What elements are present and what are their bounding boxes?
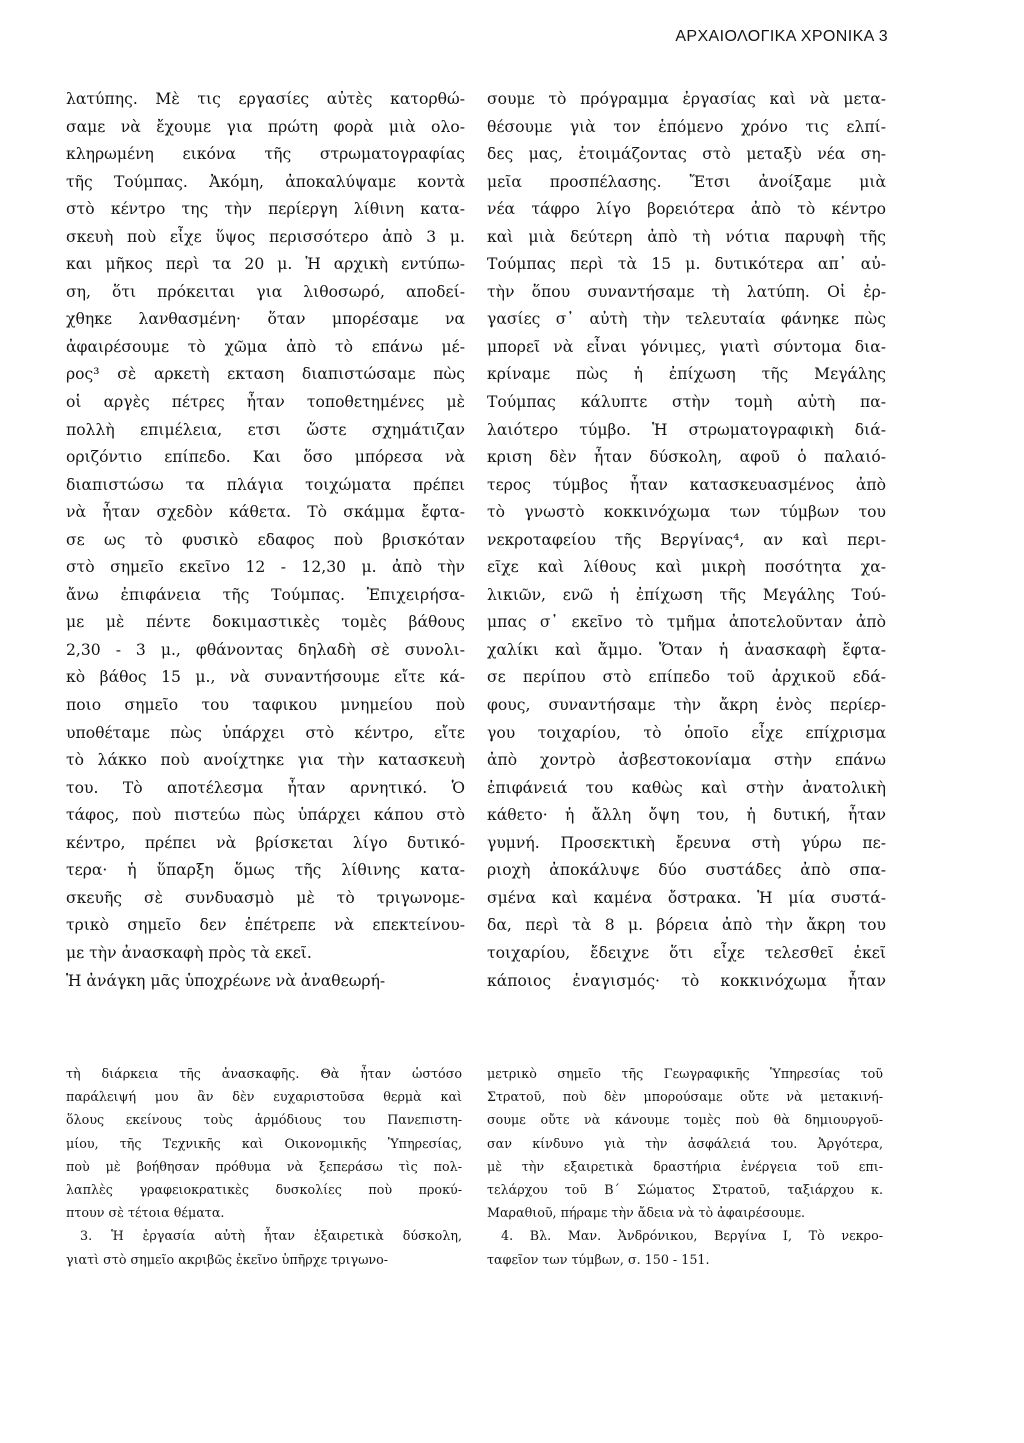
text-line: τὴν ὅπου συναντήσαμε τὴ λατύπη. Οἱ ἐρ-	[487, 282, 886, 301]
text-line: κάθετο· ἡ ἄλλη ὄψη του, ἡ δυτική, ἦταν	[487, 806, 886, 825]
text-line: εῖχε καὶ λίθους καὶ μικρὴ ποσότητα χα-	[487, 558, 886, 577]
text-line: παράλειψή μου ἂν δὲν ευχαριστοῦσα θερμὰ καὶ	[66, 1089, 462, 1105]
text-line: δες μας, ἑτοιμάζοντας στὸ μεταξὺ νέα ση-	[487, 145, 886, 164]
text-line: λαιότερο τύμβο. Ἡ στρωματογραφικὴ διά-	[487, 420, 886, 439]
text-line: ὅλους εκείνους τοὺς ἁρμόδιους του Πανεπιστη-	[66, 1112, 462, 1128]
text-line: χθηκε λανθασμένη· ὅταν μπορέσαμε να	[66, 310, 465, 329]
text-line: τελάρχου τοῦ Β´ Σώματος Στρατοῦ, ταξιάρχου κ.	[487, 1181, 883, 1197]
text-line: στὸ κέντρο της τὴν περίεργη λίθινη κατα-	[66, 200, 465, 219]
text-line: καὶ μιὰ δεύτερη ἀπὸ τὴ νότια παρυφὴ τῆς	[487, 227, 886, 246]
text-line: δα, περὶ τὰ 8 μ. βόρεια ἀπὸ τὴν ἄκρη του	[487, 916, 886, 935]
text-line: 2,30 - 3 μ., φθάνοντας δηλαδὴ σὲ συνολι-	[66, 640, 465, 659]
text-line: γιατὶ στὸ σημεῖο ακριβῶς ἐκεῖνο ὑπῆρχε τριγωνο-	[66, 1251, 389, 1267]
text-line: λατύπης. Μὲ τις εργασίες αὐτὲς κατορθώ-	[66, 90, 465, 108]
text-line: σαμε νὰ ἔχουμε για πρώτη φορὰ μιὰ ολο-	[66, 117, 465, 136]
text-line: γου τοιχαρίου, τὸ ὁποῖο εἶχε επίχρισμα	[487, 723, 886, 742]
text-line: τοιχαρίου, ἔδειχνε ὅτι εἶχε τελεσθεῖ ἐκεῖ	[487, 943, 886, 962]
text-line: κέντρο, πρέπει νὰ βρίσκεται λίγο δυτικό-	[66, 833, 465, 852]
text-line: μὲ τὴν εξαιρετικὰ δραστήρια ἐνέργεια τοῦ επι-	[487, 1158, 883, 1174]
running-header: ΑΡΧΑΙΟΛΟΓΙΚΑ ΧΡΟΝΙΚΑ 3	[675, 28, 888, 45]
text-line: λαπλὲς γραφειοκρατικὲς δυσκολίες ποὺ προκύ-	[66, 1181, 462, 1197]
text-line: τὴ διάρκεια τῆς ἀνασκαφῆς. Θὰ ἦταν ὡστόσο	[66, 1066, 462, 1081]
text-line: τρικὸ σημεῖο δεν ἐπέτρεπε νὰ επεκτείνου-	[66, 916, 465, 935]
footnotes-column-right	[487, 1062, 883, 1271]
text-line: τὸ γνωστὸ κοκκινόχωμα των τύμβων του	[487, 503, 886, 522]
text-line: ἀφαιρέσουμε τὸ χῶμα ἀπὸ τὸ επάνω μέ-	[66, 337, 465, 356]
text-line: σουμε οὔτε νὰ κάνουμε τομὲς ποὺ θὰ δημιουργοῦ-	[487, 1112, 883, 1128]
text-line: τῆς Τούμπας. Ἀκόμη, ἀποκαλύψαμε κοντὰ	[66, 172, 465, 191]
text-line: φους, συναντήσαμε τὴν ἄκρη ἑνὸς περίερ-	[487, 696, 886, 715]
body-column-left	[66, 86, 465, 995]
text-line: τερος τύμβος ἦταν κατασκευασμένος ἀπὸ	[487, 475, 886, 494]
text-line: μπορεῖ νὰ εἶναι γόνιμες, γιατὶ σύντομα δια-	[487, 337, 886, 356]
text-line: ση, ὅτι πρόκειται για λιθοσωρό, αποδεί-	[66, 282, 465, 301]
text-line: ἐπιφάνειά του καθὼς καὶ στὴν ἀνατολικὴ	[487, 778, 886, 797]
text-line: σαν κίνδυνο γιὰ τὴν ἀσφάλειά του. Ἀργότερα,	[487, 1135, 883, 1151]
text-line: νεκροταφείου τῆς Βεργίνας⁴, αν καὶ περι-	[487, 530, 886, 549]
text-line: του. Τὸ αποτέλεσμα ἦταν αρνητικό. Ὁ	[66, 778, 465, 797]
text-line: χαλίκι καὶ ἄμμο. Ὅταν ἡ ἀνασκαφὴ ἔφτα-	[487, 640, 886, 659]
text-line: μεῖα προσπέλασης. Ἔτσι ἀνοίξαμε μιὰ	[487, 172, 886, 191]
text-line: σουμε τὸ πρόγραμμα ἐργασίας καὶ νὰ μετα-	[487, 90, 886, 108]
text-line: σκευὴ ποὺ εἶχε ὕψος περισσότερο ἀπὸ 3 μ.	[66, 227, 465, 246]
text-line: και μῆκος περὶ τα 20 μ. Ἡ αρχικὴ εντύπω-	[66, 255, 465, 274]
text-line: ἄνω ἐπιφάνεια τῆς Τούμπας. Ἐπιχειρήσα-	[66, 585, 465, 604]
text-line: Μαραθιοῦ, πήραμε τὴν ἄδεια νὰ τὸ ἀφαιρέσουμε.	[487, 1205, 806, 1221]
text-line: μετρικὸ σημεῖο τῆς Γεωγραφικῆς Ὑπηρεσίας τοῦ	[487, 1066, 883, 1081]
text-line: σε περίπου στὸ επίπεδο τοῦ ἀρχικοῦ εδά-	[487, 668, 886, 687]
text-line: πολλὴ επιμέλεια, ετσι ὥστε σχημάτιζαν	[66, 420, 465, 439]
text-line: 3. Ἡ ἐργασία αὐτὴ ἦταν ἐξαιρετικὰ δύσκολη,	[80, 1228, 462, 1244]
text-line: Στρατοῦ, ποὺ δὲν μπορούσαμε οὔτε νὰ μετακινή-	[487, 1089, 883, 1105]
text-line: με τὴν ἀνασκαφὴ πρὸς τὰ εκεῖ.	[66, 943, 312, 962]
text-line: κάποιος ἐναγισμός· τὸ κοκκινόχωμα ἦταν	[487, 971, 886, 990]
text-line: με μὲ πέντε δοκιμαστικὲς τομὲς βάθους	[66, 613, 465, 632]
text-line: κληρωμένη εικόνα τῆς στρωματογραφίας	[66, 145, 465, 164]
footnotes-column-left	[66, 1062, 462, 1271]
text-line: γασίες σ᾽ αὐτὴ τὴν τελευταία φάνηκε πὼς	[487, 310, 886, 329]
text-line: τερα· ἡ ὕπαρξη ὅμως τῆς λίθινης κατα-	[66, 861, 465, 880]
text-line: ποιο σημεῖο του ταφικου μνημείου ποὺ	[66, 696, 465, 715]
text-line: σε ως τὸ φυσικὸ εδαφος ποὺ βρισκόταν	[66, 530, 465, 549]
text-line: ἀπὸ χοντρὸ ἀσβεστοκονίαμα στὴν επάνω	[487, 751, 886, 770]
text-line: κὸ βάθος 15 μ., νὰ συναντήσουμε εἴτε κά-	[66, 668, 465, 687]
text-line: σμένα καὶ καμένα ὄστρακα. Ἡ μία συστά-	[487, 888, 886, 907]
text-line: κρίναμε πὼς ἡ ἐπίχωση τῆς Μεγάλης	[487, 365, 886, 384]
text-line: Τούμπας κάλυπτε στὴν τομὴ αὐτὴ πα-	[487, 393, 886, 412]
text-line: μίου, τῆς Τεχνικῆς καὶ Οικονομικῆς Ὑπηρεσίας,	[66, 1135, 462, 1151]
text-line: ποὺ μὲ βοήθησαν πρόθυμα νὰ ξεπεράσω τὶς πολ-	[66, 1158, 462, 1174]
text-line: διαπιστώσω τα πλάγια τοιχώματα πρέπει	[66, 475, 465, 494]
text-line: νέα τάφρο λίγο βορειότερα ἀπὸ τὸ κέντρο	[487, 200, 886, 219]
text-line: κριση δὲν ἦταν δύσκολη, αφοῦ ὁ παλαιό-	[487, 448, 886, 467]
text-line: 4. Βλ. Μαν. Ἀνδρόνικου, Βεργίνα Ι, Τὸ νεκρο-	[501, 1228, 883, 1244]
text-line: μπας σ᾽ εκεῖνο τὸ τμῆμα ἀποτελοῦνταν ἀπὸ	[487, 613, 886, 632]
text-line: ταφεῖον των τύμβων, σ. 150 - 151.	[487, 1251, 710, 1267]
body-column-right	[487, 86, 886, 995]
text-line: οριζόντιο επίπεδο. Και ὅσο μπόρεσα νὰ	[66, 448, 465, 467]
text-line: λικιῶν, ενῶ ἡ ἐπίχωση τῆς Μεγάλης Τού-	[487, 585, 886, 604]
text-line: θέσουμε γιὰ τον ἑπόμενο χρόνο τις ελπί-	[487, 117, 886, 136]
text-line: γυμνή. Προσεκτικὴ ἔρευνα στὴ γύρω πε-	[487, 833, 886, 852]
text-line: νὰ ἦταν σχεδὸν κάθετα. Τὸ σκάμμα ἔφτα-	[66, 503, 465, 522]
text-line: τάφος, ποὺ πιστεύω πὼς ὑπάρχει κάπου στὸ	[66, 806, 465, 825]
text-line: Τούμπας περὶ τὰ 15 μ. δυτικότερα απ᾽ αὐ-	[487, 255, 886, 274]
text-line: ριοχὴ ἀποκάλυψε δύο συστάδες ἀπὸ σπα-	[487, 861, 886, 880]
text-line: Ἡ ἀνάγκη μᾶς ὑποχρέωνε νὰ ἀναθεωρή-	[66, 971, 386, 990]
text-line: πτουν σὲ τέτοια θέματα.	[66, 1205, 225, 1221]
text-line: υποθέταμε πὼς ὑπάρχει στὸ κέντρο, εἴτε	[66, 723, 465, 742]
text-line: σκευῆς σὲ συνδυασμὸ μὲ τὸ τριγωνομε-	[66, 888, 465, 907]
text-line: στὸ σημεῖο εκεῖνο 12 - 12,30 μ. ἀπὸ τὴν	[66, 558, 465, 577]
text-line: τὸ λάκκο ποὺ ανοίχτηκε για τὴν κατασκευὴ	[66, 751, 465, 770]
text-line: ρος³ σὲ αρκετὴ εκταση διαπιστώσαμε πὼς	[66, 365, 465, 384]
text-line: οἱ αργὲς πέτρες ἦταν τοποθετημένες μὲ	[66, 393, 465, 412]
